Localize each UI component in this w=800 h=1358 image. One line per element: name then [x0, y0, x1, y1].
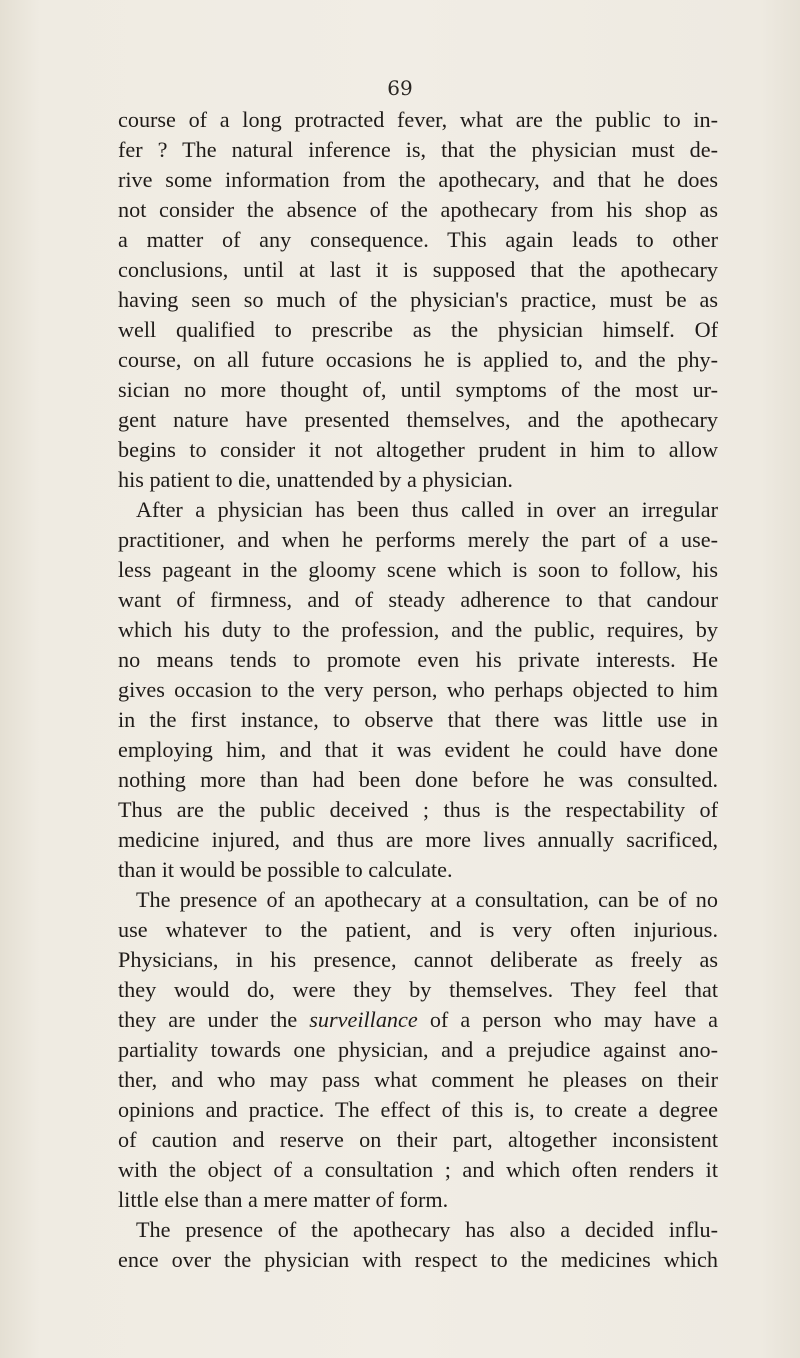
text-line: After a physician has been thus called in over an irregular [136, 497, 718, 522]
page-number: 69 [387, 76, 413, 100]
text-line: sician no more thought of, until symptoms of the most ur- [118, 377, 718, 402]
text-line: gives occasion to the very person, who perhaps objected to him [118, 677, 718, 702]
text-line: well qualified to prescribe as the physician himself. Of [118, 317, 718, 342]
text-line: gent nature have presented themselves, and the apothecary [118, 407, 718, 432]
text-line: not consider the absence of the apothecary from his shop as [118, 197, 718, 222]
italic-word: surveillance [309, 1007, 418, 1032]
text-line: want of firmness, and of steady adherence to that candour [118, 587, 718, 612]
text-line: conclusions, until at last it is supposed that the apothecary [118, 257, 718, 282]
text-line: The presence of the apothecary has also a decided influ- [136, 1217, 718, 1242]
text-line: use whatever to the patient, and is very often injurious. [118, 917, 718, 942]
text-line: begins to consider it not altogether prudent in him to allow [118, 437, 718, 462]
text-line: with the object of a consultation ; and which often renders it [118, 1157, 718, 1182]
text-line: rive some information from the apothecary, and that he does [118, 167, 718, 192]
text-line: ence over the physician with respect to the medicines which [118, 1247, 718, 1272]
text-line-mixed [118, 1005, 718, 1035]
text-line: his patient to die, unattended by a physician. [118, 467, 513, 492]
text-line: they would do, were they by themselves. They feel that [118, 977, 718, 1002]
text-line: having seen so much of the physician's practice, must be as [118, 287, 718, 312]
text-line: Thus are the public deceived ; thus is the respectability of [118, 797, 718, 822]
text-line: fer ? The natural inference is, that the physician must de- [118, 137, 718, 162]
text-segment: of a person who may have a [429, 1007, 718, 1032]
text-line: course, on all future occasions he is applied to, and the phy- [118, 347, 718, 372]
text-line: The presence of an apothecary at a consultation, can be of no [136, 887, 718, 912]
text-line: less pageant in the gloomy scene which is soon to follow, his [118, 557, 718, 582]
body-text [118, 105, 718, 1275]
text-line: which his duty to the profession, and the public, requires, by [118, 617, 718, 642]
text-line: no means tends to promote even his private interests. He [118, 647, 718, 672]
text-line: little else than a mere matter of form. [118, 1187, 449, 1212]
text-line: medicine injured, and thus are more lives annually sacrificed, [118, 827, 718, 852]
text-line: than it would be possible to calculate. [118, 857, 453, 882]
text-line: opinions and practice. The effect of this is, to create a degree [118, 1097, 718, 1122]
text-line: employing him, and that it was evident he could have done [118, 737, 718, 762]
text-line: ther, and who may pass what comment he pleases on their [118, 1067, 718, 1092]
text-line: in the first instance, to observe that there was little use in [118, 707, 718, 732]
text-line: course of a long protracted fever, what are the public to in- [118, 107, 718, 132]
text-line: of caution and reserve on their part, altogether inconsistent [118, 1127, 718, 1152]
text-line: a matter of any consequence. This again leads to other [118, 227, 718, 252]
text-segment: they are under the [118, 1007, 298, 1032]
text-line: nothing more than had been done before he was consulted. [118, 767, 718, 792]
text-line: Physicians, in his presence, cannot deliberate as freely as [118, 947, 718, 972]
text-line: partiality towards one physician, and a prejudice against ano- [118, 1037, 718, 1062]
text-line: practitioner, and when he performs merely the part of a use- [118, 527, 718, 552]
